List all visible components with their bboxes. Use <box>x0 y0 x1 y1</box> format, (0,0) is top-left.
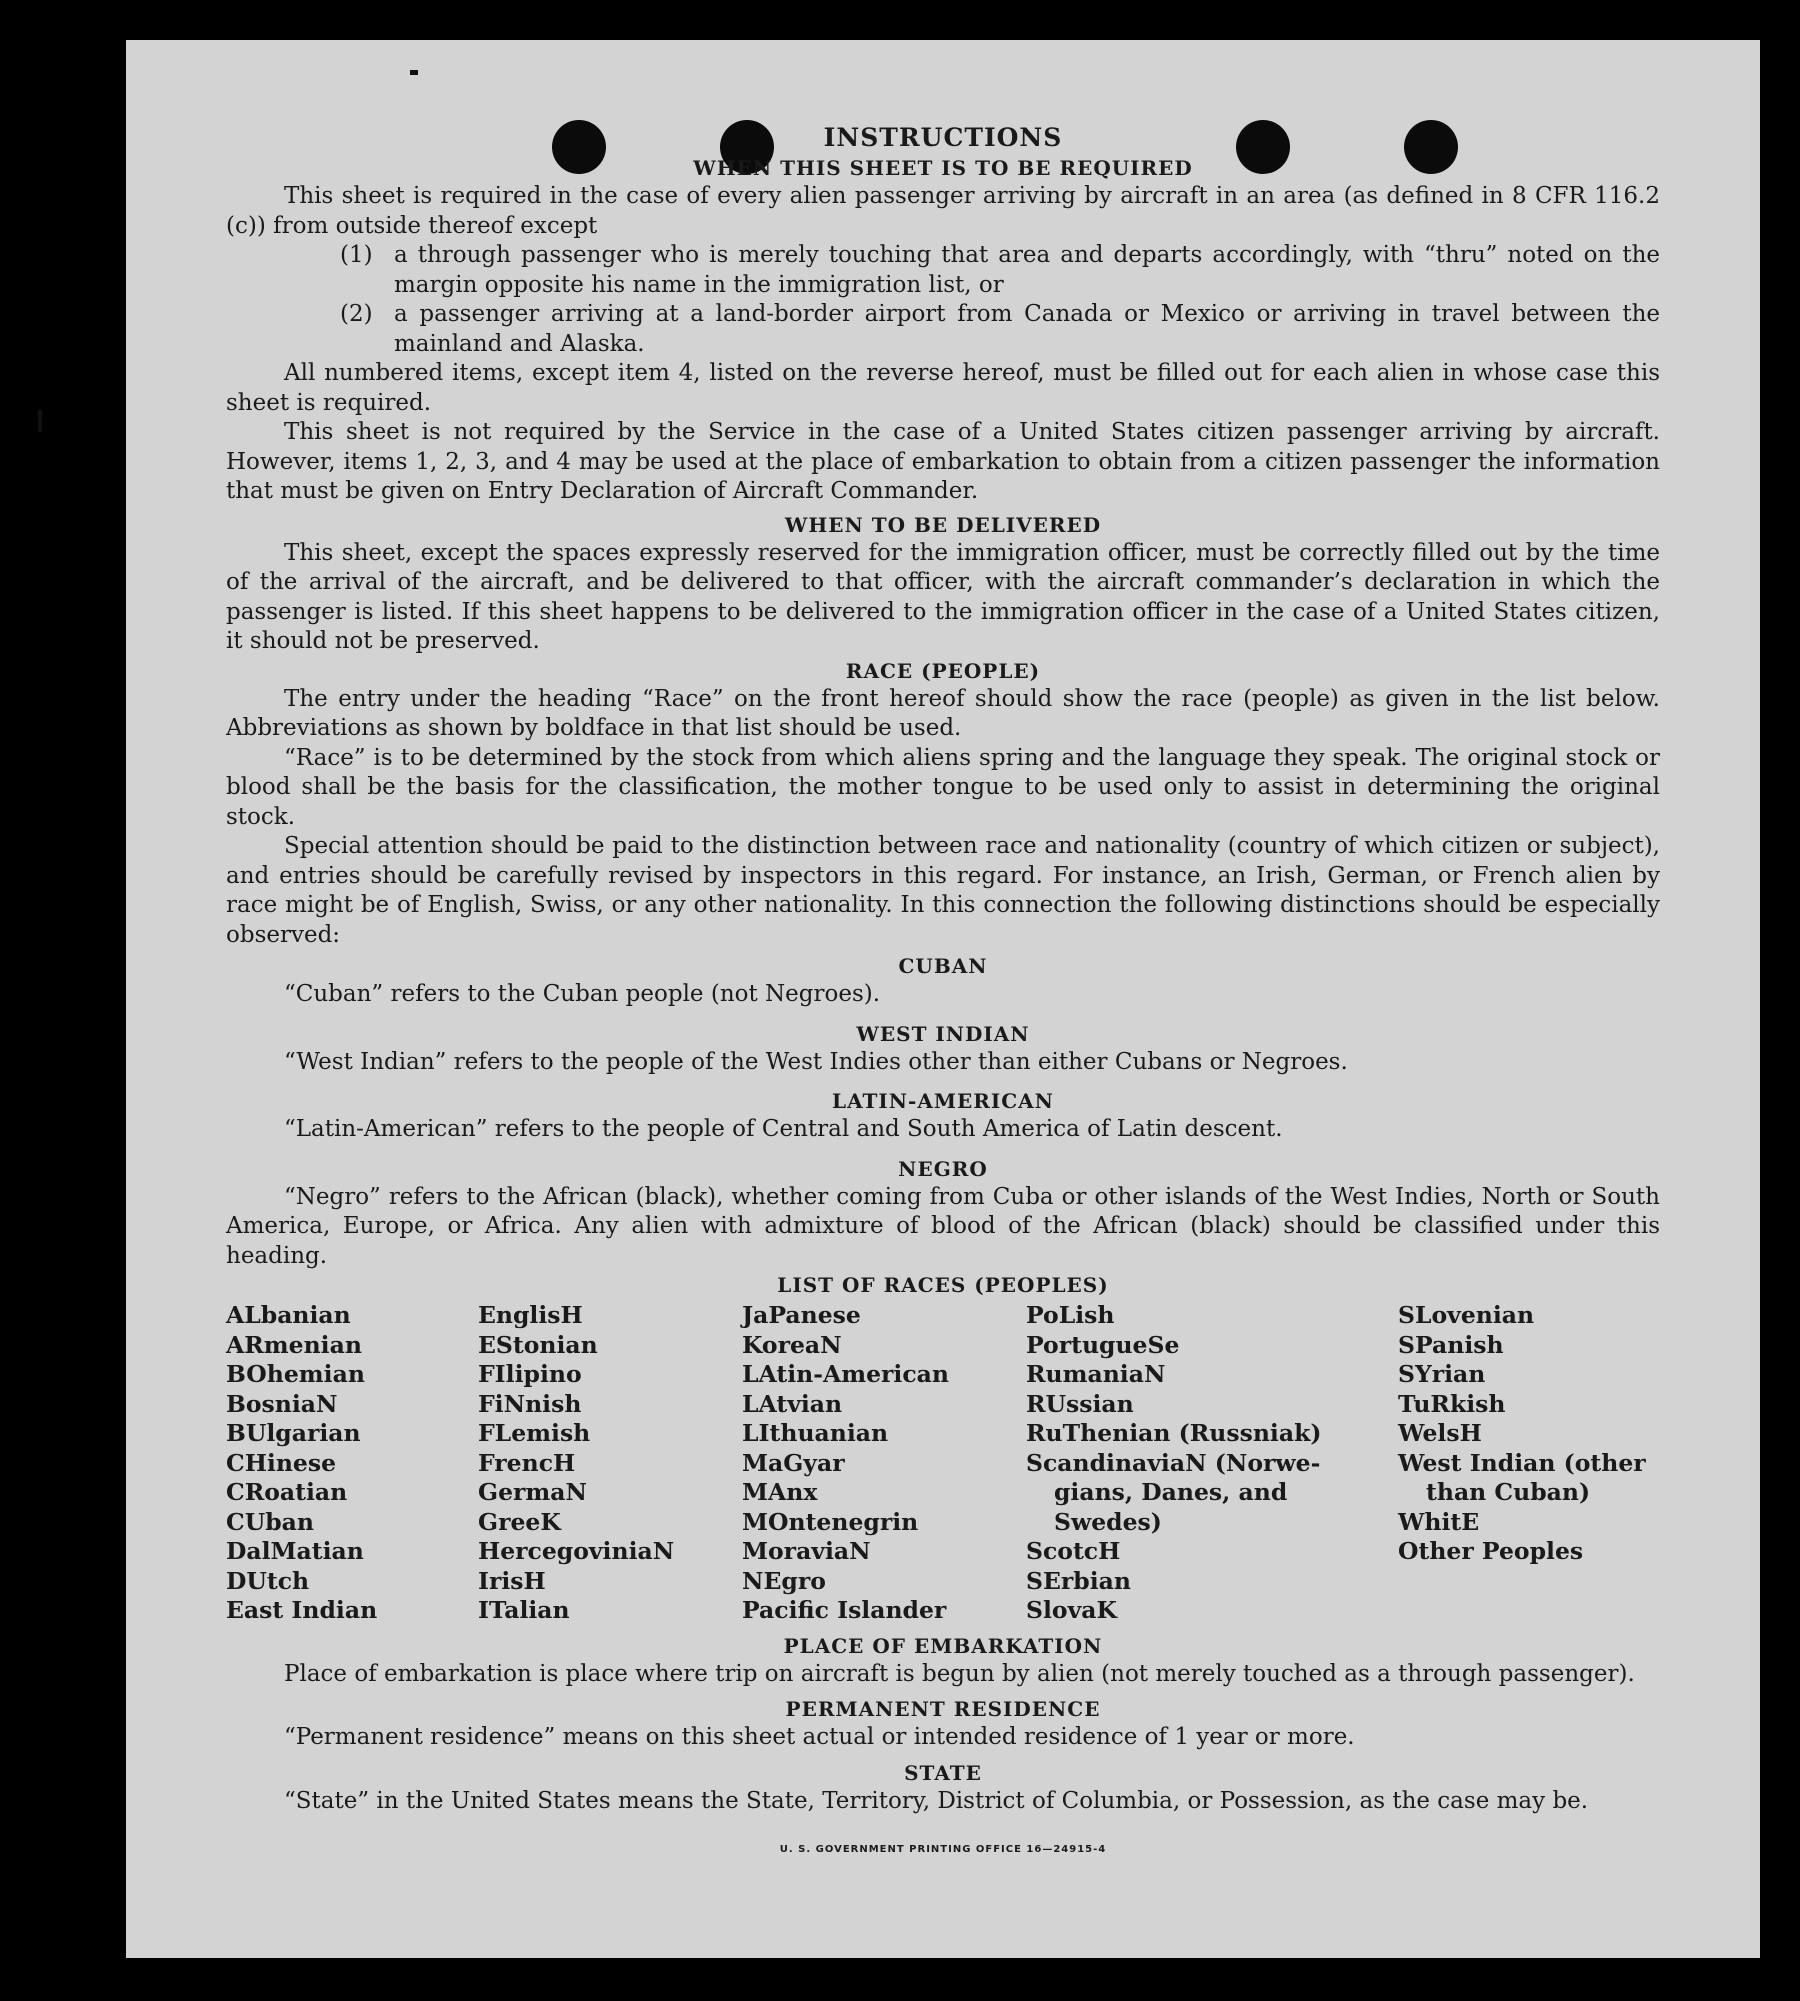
heading-when-required: WHEN THIS SHEET IS TO BE REQUIRED <box>693 156 1193 180</box>
race-entry: GermaN <box>478 1478 587 1506</box>
race-entry: ScotcH <box>1026 1537 1121 1565</box>
heading-race: RACE (PEOPLE) <box>845 658 1041 683</box>
paragraph: Place of embarkation is place where trip on aircraft is begun by alien (not merely touched as a through passenger). <box>284 1660 1635 1687</box>
heading-permanent-residence: PERMANENT RESIDENCE <box>785 1697 1101 1721</box>
race-entry: FLemish <box>478 1419 591 1447</box>
heading-state: STATE <box>904 1760 982 1785</box>
item-text: a passenger arriving at a land-border airport from Canada or Mexico or arriving in travel between the mainland and Alaska. <box>394 301 1660 357</box>
page-title: INSTRUCTIONS <box>823 123 1063 152</box>
race-entry: CHinese <box>226 1448 337 1477</box>
race-entry: Pacific Islander <box>742 1596 947 1624</box>
race-entry: Other Peoples <box>1398 1537 1584 1565</box>
paragraph: This sheet is not required by the Service in the case of a United States citizen passenger arriving by aircraft. However, items 1, 2, 3, and 4 may be used at the place of embarkation to obtain from a citizen passenger the information that must be given on Entry Declaration of Aircraft Commander. <box>226 419 1660 504</box>
race-entry: CUban <box>226 1507 314 1536</box>
race-entry: GreeK <box>478 1507 561 1536</box>
race-entry: West Indian (other <box>1398 1448 1646 1477</box>
race-entry: SErbian <box>1026 1566 1131 1595</box>
race-entry: LIthuanian <box>742 1419 889 1447</box>
race-entry: DUtch <box>226 1566 310 1595</box>
document-sheet <box>126 40 1760 1958</box>
race-entry: BUlgarian <box>226 1419 361 1447</box>
race-entry: East Indian <box>226 1596 378 1624</box>
race-entry: gians, Danes, and <box>1054 1478 1288 1506</box>
race-entry: RuThenian (Russniak) <box>1026 1419 1322 1447</box>
paragraph: Special attention should be paid to the distinction between race and nationality (country of which citizen or subject), and entries should be carefully revised by inspectors in this regard. For instance, an Irish, German, or French alien by race might be of English, Swiss, or any other nationality. In this connection the following distinctions should be especially observed: <box>226 833 1660 948</box>
race-entry: EStonian <box>478 1330 598 1359</box>
race-entry: LAtvian <box>742 1389 843 1418</box>
paragraph: “West Indian” refers to the people of the West Indies other than either Cubans or Negroes. <box>284 1048 1348 1075</box>
item-number: (1) <box>340 242 373 268</box>
race-entry: RumaniaN <box>1026 1360 1166 1388</box>
race-entry: LAtin-American <box>742 1360 949 1388</box>
race-entry: JaPanese <box>742 1301 861 1329</box>
race-entry: EnglisH <box>478 1301 583 1329</box>
race-entry: WelsH <box>1398 1419 1482 1447</box>
race-entry: MaGyar <box>742 1448 845 1477</box>
paragraph: This sheet is required in the case of every alien passenger arriving by aircraft in an area (as defined in 8 CFR 116.2 (c)) from outside thereof except <box>226 183 1660 239</box>
paragraph: “Negro” refers to the African (black), whether coming from Cuba or other islands of the West Indies, North or South America, Europe, or Africa. Any alien with admixture of blood of the African (black) should be classified under this heading. <box>226 1183 1660 1269</box>
race-entry: IrisH <box>478 1566 546 1595</box>
race-entry: FiNnish <box>478 1389 582 1418</box>
race-list <box>226 1301 1660 1626</box>
race-column <box>1026 1301 1398 1626</box>
race-entry: SlovaK <box>1026 1596 1117 1624</box>
race-entry: FIlipino <box>478 1360 582 1388</box>
document-body <box>226 122 1660 1816</box>
printer-imprint: U. S. GOVERNMENT PRINTING OFFICE 16—24915-4 <box>779 1844 1107 1855</box>
paragraph: “Latin-American” refers to the people of Central and South America of Latin descent. <box>284 1116 1283 1142</box>
heading-place-of-embarkation: PLACE OF EMBARKATION <box>783 1633 1103 1658</box>
race-entry: BOhemian <box>226 1360 365 1388</box>
heading-when-delivered: WHEN TO BE DELIVERED <box>784 512 1102 537</box>
item-number: (2) <box>340 301 373 327</box>
paragraph: “Race” is to be determined by the stock from which aliens spring and the language they speak. The original stock or blood shall be the basis for the classification, the mother tongue to be used only to assist in determining the original stock. <box>226 744 1660 830</box>
race-entry: PortugueSe <box>1026 1330 1180 1359</box>
paragraph: All numbered items, except item 4, listed on the reverse hereof, must be filled out for each alien in whose case this sheet is required. <box>226 360 1660 416</box>
race-entry: CRoatian <box>226 1478 348 1506</box>
race-column <box>478 1301 742 1626</box>
heading-latin-american: LATIN-AMERICAN <box>832 1089 1054 1113</box>
heading-negro: NEGRO <box>898 1156 988 1181</box>
race-column <box>1398 1301 1646 1626</box>
race-entry: NEgro <box>742 1566 826 1595</box>
race-entry: SPanish <box>1398 1330 1504 1359</box>
race-entry: ITalian <box>478 1596 570 1624</box>
heading-west-indian: WEST INDIAN <box>856 1021 1030 1046</box>
race-entry: than Cuban) <box>1426 1478 1591 1506</box>
paragraph: This sheet, except the spaces expressly reserved for the immigration officer, must be correctly filled out by the time of the arrival of the aircraft, and be delivered to that officer, with the aircraft commander’s declaration in which the passenger is listed. If this sheet happens to be delivered to the immigration officer in the case of a United States citizen, it should not be preserved. <box>226 539 1660 654</box>
item-text: a through passenger who is merely touching that area and departs accordingly, with “thru” noted on the margin opposite his name in the immigration list, or <box>394 242 1660 298</box>
race-entry: PoLish <box>1026 1301 1115 1329</box>
race-entry: ARmenian <box>226 1330 362 1359</box>
paragraph: “Cuban” refers to the Cuban people (not Negroes). <box>284 981 881 1007</box>
scan-mark <box>410 70 418 75</box>
race-entry: KoreaN <box>742 1330 842 1359</box>
race-entry: Swedes) <box>1054 1507 1162 1536</box>
race-entry: WhitE <box>1398 1507 1480 1536</box>
paragraph: “State” in the United States means the State, Territory, District of Columbia, or Possession, as the case may be. <box>284 1787 1589 1814</box>
paragraph: The entry under the heading “Race” on the front hereof should show the race (people) as given in the list below. Abbreviations as shown by boldface in that list should be used. <box>226 685 1660 741</box>
race-entry: MAnx <box>742 1478 818 1506</box>
race-entry: BosniaN <box>226 1389 338 1418</box>
race-entry: TuRkish <box>1398 1389 1506 1418</box>
race-entry: DalMatian <box>226 1537 364 1565</box>
list-item <box>340 300 1660 359</box>
race-entry: ScandinaviaN (Norwe- <box>1026 1448 1321 1477</box>
paragraph: “Permanent residence” means on this sheet actual or intended residence of 1 year or more. <box>284 1724 1355 1750</box>
list-item <box>340 241 1660 300</box>
race-entry: MoraviaN <box>742 1537 871 1565</box>
heading-cuban: CUBAN <box>898 954 988 978</box>
race-column <box>226 1301 478 1626</box>
exception-list <box>340 241 1660 359</box>
race-entry: HercegoviniaN <box>478 1537 675 1565</box>
race-entry: RUssian <box>1026 1389 1134 1418</box>
scan-mark <box>38 410 42 432</box>
race-column <box>742 1301 1026 1626</box>
race-entry: MOntenegrin <box>742 1507 919 1536</box>
race-entry: FrencH <box>478 1448 576 1477</box>
race-entry: ALbanian <box>226 1301 351 1329</box>
race-entry: SLovenian <box>1398 1301 1535 1329</box>
heading-list-of-races: LIST OF RACES (PEOPLES) <box>777 1273 1109 1297</box>
race-entry: SYrian <box>1398 1360 1486 1388</box>
